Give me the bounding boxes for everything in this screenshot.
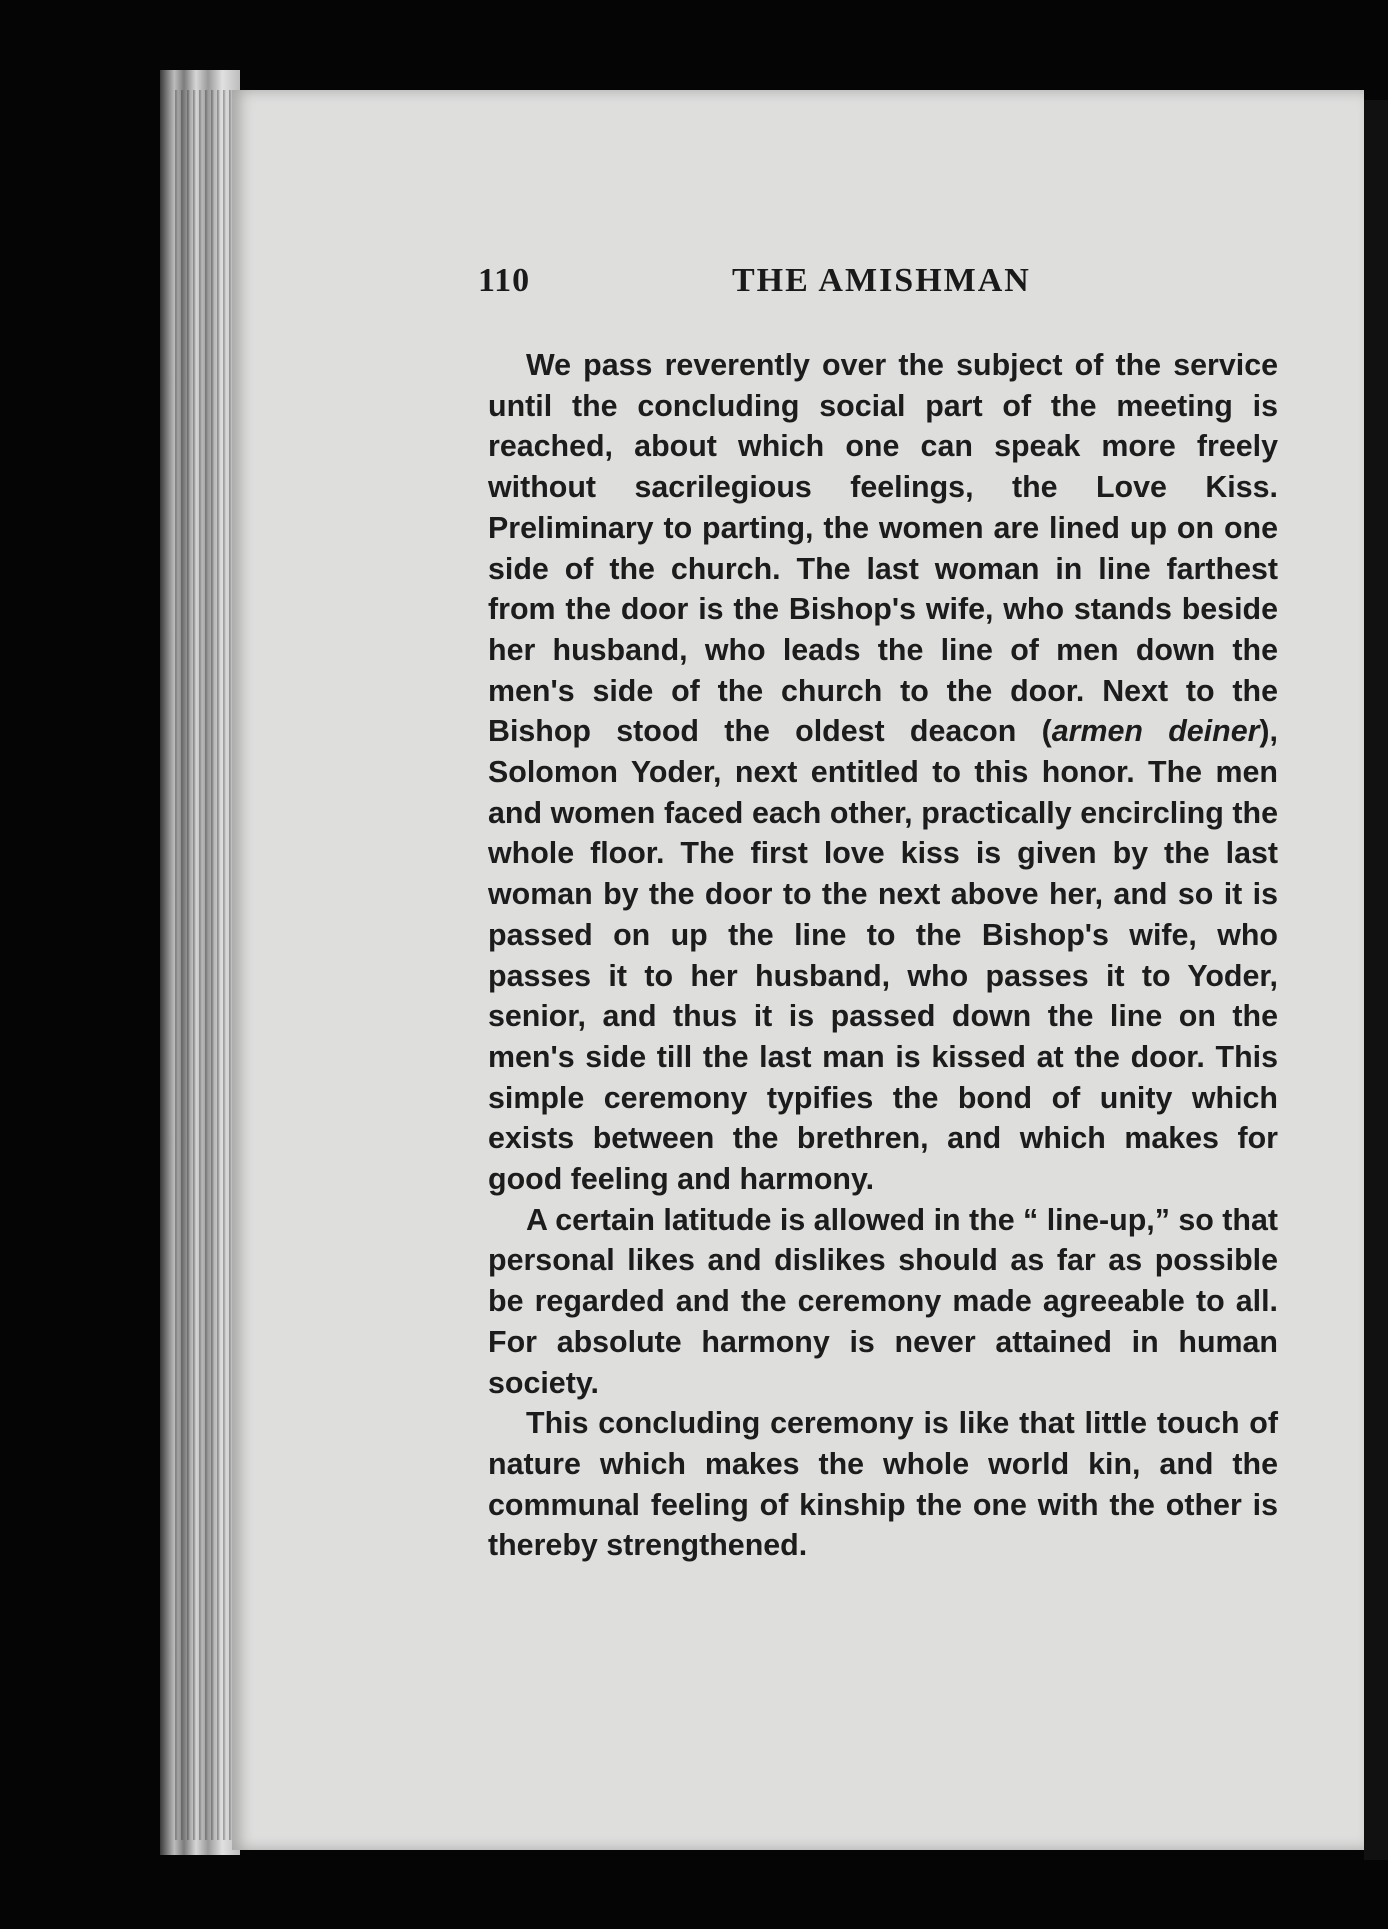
paragraph-love-kiss [488,345,1278,1200]
paragraph-1-part-1: We pass reverently over the subject of the service until the concluding social part of the meeting is reached, about which one can speak more freely without sacrilegious feelings, the Love Kiss. Preliminary to parting, the women are lined up on one side of the church. The last woman in line farthest from the door is the Bishop's wife, who stands beside her husband, who leads the line of men down the men's side of the church to the door. Next to the Bishop stood the oldest deacon ( [488,348,1278,749]
book-page-edge-lines [175,90,235,1840]
right-margin-shadow [1364,100,1388,1860]
page-number: 110 [478,262,531,299]
italic-term: armen deiner [1051,714,1260,749]
body-text [488,345,1278,1566]
paragraph-conclusion: This concluding ceremony is like that little touch of nature which makes the whole world kin, and the communal feeling of kinship the one with the other is thereby strengthened. [488,1406,1278,1563]
paragraph-line-up: A certain latitude is allowed in the “ line-up,” so that personal likes and dislikes should as far as possible be regarded and the ceremony made agreeable to all. For absolute harmony is never attained in human society. [488,1202,1278,1400]
page-header [478,262,1278,312]
paragraph-1-part-2: ), Solomon Yoder, next entitled to this honor. The men and women faced each other, practically encircling the whole floor. The first love kiss is given by the last woman by the door to the next above her, and so it is passed on up the line to the Bishop's wife, who passes it to her husband, who passes it to Yoder, senior, and thus it is passed down the line on the men's side till the last man is kissed at the door. This simple ceremony typifies the bond of unity which exists between the brethren, and which makes for good feeling and harmony. [488,714,1278,1197]
running-title: THE AMISHMAN [732,262,1031,299]
